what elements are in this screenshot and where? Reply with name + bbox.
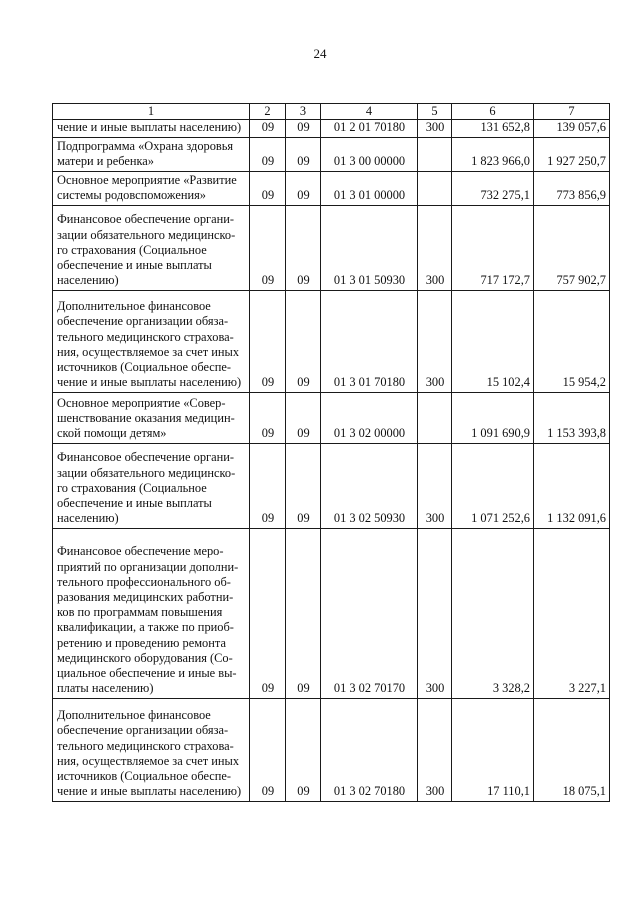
section-code: 09 — [250, 393, 286, 444]
amount-year-1: 17 110,1 — [452, 699, 534, 802]
table-row — [53, 393, 610, 444]
description-line: Дополнительное финансовое — [57, 299, 211, 314]
description-line: ретению и проведению ремонта — [57, 635, 226, 650]
table-row — [53, 699, 610, 802]
description-line: приятий по организации дополни- — [57, 559, 239, 574]
row-description — [53, 444, 250, 529]
description-line: ния, осуществляемое за счет иных — [57, 344, 240, 359]
subsection-code: 09 — [286, 291, 321, 393]
description-line: чение и иные выплаты населению) — [57, 120, 242, 135]
amount-year-1: 1 091 690,9 — [452, 393, 534, 444]
description-line: Основное мероприятие «Развитие — [57, 173, 237, 187]
table-row — [53, 529, 610, 699]
amount-year-2: 15 954,2 — [534, 291, 610, 393]
row-description — [53, 172, 250, 206]
table-row — [53, 291, 610, 393]
description-line: источников (Социальное обеспе- — [57, 769, 232, 783]
expense-type-code — [418, 138, 452, 172]
subsection-code: 09 — [286, 120, 321, 138]
row-description — [53, 138, 250, 172]
amount-year-1: 131 652,8 — [452, 120, 534, 138]
amount-year-2: 139 057,6 — [534, 120, 610, 138]
budget-table-body — [53, 104, 610, 802]
column-number: 7 — [534, 104, 610, 120]
target-article-code: 01 2 01 70180 — [321, 120, 418, 138]
table-row — [53, 120, 610, 138]
amount-year-2: 18 075,1 — [534, 699, 610, 802]
description-line: обеспечение организации обяза- — [57, 723, 229, 738]
page-number: 24 — [313, 46, 327, 61]
description-line: циальное обеспечение и иные вы- — [57, 666, 237, 680]
description-line: Подпрограмма «Охрана здоровья — [57, 139, 234, 153]
row-description — [53, 529, 250, 699]
expense-type-code: 300 — [418, 206, 452, 291]
table-row — [53, 444, 610, 529]
section-code: 09 — [250, 529, 286, 699]
description-line: матери и ребенка» — [57, 154, 154, 169]
target-article-code: 01 3 02 70180 — [321, 699, 418, 802]
amount-year-1: 732 275,1 — [452, 172, 534, 206]
subsection-code: 09 — [286, 699, 321, 802]
description-line: системы родовспоможения» — [57, 188, 206, 203]
description-line: ской помощи детям» — [57, 426, 167, 441]
column-number: 4 — [321, 104, 418, 120]
section-code: 09 — [250, 172, 286, 206]
subsection-code: 09 — [286, 138, 321, 172]
amount-year-2: 1 132 091,6 — [534, 444, 610, 529]
description-line: тельного профессионального об- — [57, 574, 231, 589]
column-number: 6 — [452, 104, 534, 120]
description-line: обеспечение и иные выплаты — [57, 258, 212, 272]
description-line: Дополнительное финансовое — [57, 708, 211, 723]
section-code: 09 — [250, 138, 286, 172]
amount-year-1: 3 328,2 — [452, 529, 534, 699]
target-article-code: 01 3 01 70180 — [321, 291, 418, 393]
target-article-code: 01 3 02 00000 — [321, 393, 418, 444]
budget-table — [52, 103, 610, 802]
expense-type-code: 300 — [418, 444, 452, 529]
section-code: 09 — [250, 699, 286, 802]
expense-type-code: 300 — [418, 699, 452, 802]
column-number: 1 — [53, 104, 250, 120]
description-line: источников (Социальное обеспе- — [57, 360, 232, 374]
description-line: тельного медицинского страхова- — [57, 329, 234, 344]
column-number: 5 — [418, 104, 452, 120]
amount-year-1: 1 823 966,0 — [452, 138, 534, 172]
description-line: Финансовое обеспечение органи- — [57, 212, 235, 227]
table-row — [53, 138, 610, 172]
expense-type-code: 300 — [418, 120, 452, 138]
expense-type-code — [418, 393, 452, 444]
description-line: населению) — [57, 511, 119, 526]
column-number-row — [53, 104, 610, 120]
description-line: разования медицинских работни- — [57, 589, 234, 604]
description-line: го страхования (Социальное — [57, 242, 207, 257]
section-code: 09 — [250, 120, 286, 138]
amount-year-1: 717 172,7 — [452, 206, 534, 291]
description-line: ния, осуществляемое за счет иных — [57, 753, 240, 768]
row-description — [53, 393, 250, 444]
description-line: Основное мероприятие «Совер- — [57, 395, 226, 410]
description-line: обеспечение организации обяза- — [57, 314, 229, 329]
table-row — [53, 206, 610, 291]
description-line: го страхования (Социальное — [57, 480, 207, 495]
subsection-code: 09 — [286, 393, 321, 444]
expense-type-code: 300 — [418, 529, 452, 699]
section-code: 09 — [250, 206, 286, 291]
description-line: медицинского оборудования (Со- — [57, 650, 233, 665]
row-description — [53, 291, 250, 393]
amount-year-1: 15 102,4 — [452, 291, 534, 393]
description-line: шенствование оказания медицин- — [57, 411, 235, 425]
column-number: 2 — [250, 104, 286, 120]
description-line: платы населению) — [57, 681, 154, 696]
target-article-code: 01 3 01 00000 — [321, 172, 418, 206]
table-row — [53, 172, 610, 206]
description-line: чение и иные выплаты населению) — [57, 784, 242, 799]
column-number: 3 — [286, 104, 321, 120]
amount-year-2: 3 227,1 — [534, 529, 610, 699]
description-line: Финансовое обеспечение органи- — [57, 450, 235, 465]
target-article-code: 01 3 00 00000 — [321, 138, 418, 172]
description-line: зации обязательного медицинско- — [57, 465, 236, 480]
description-line: Финансовое обеспечение меро- — [57, 544, 224, 559]
description-line: зации обязательного медицинско- — [57, 227, 236, 242]
row-description — [53, 699, 250, 802]
description-line: чение и иные выплаты населению) — [57, 375, 242, 390]
amount-year-2: 757 902,7 — [534, 206, 610, 291]
section-code: 09 — [250, 444, 286, 529]
description-line: квалификации, а также по приоб- — [57, 620, 234, 635]
amount-year-2: 1 927 250,7 — [534, 138, 610, 172]
expense-type-code — [418, 172, 452, 206]
description-line: населению) — [57, 273, 119, 288]
section-code: 09 — [250, 291, 286, 393]
target-article-code: 01 3 01 50930 — [321, 206, 418, 291]
amount-year-2: 1 153 393,8 — [534, 393, 610, 444]
description-line: ков по программам повышения — [57, 605, 223, 620]
target-article-code: 01 3 02 70170 — [321, 529, 418, 699]
subsection-code: 09 — [286, 206, 321, 291]
row-description — [53, 206, 250, 291]
expense-type-code: 300 — [418, 291, 452, 393]
subsection-code: 09 — [286, 529, 321, 699]
row-description — [53, 120, 250, 138]
amount-year-1: 1 071 252,6 — [452, 444, 534, 529]
subsection-code: 09 — [286, 172, 321, 206]
description-line: тельного медицинского страхова- — [57, 738, 234, 753]
description-line: обеспечение и иные выплаты — [57, 496, 212, 510]
subsection-code: 09 — [286, 444, 321, 529]
target-article-code: 01 3 02 50930 — [321, 444, 418, 529]
amount-year-2: 773 856,9 — [534, 172, 610, 206]
